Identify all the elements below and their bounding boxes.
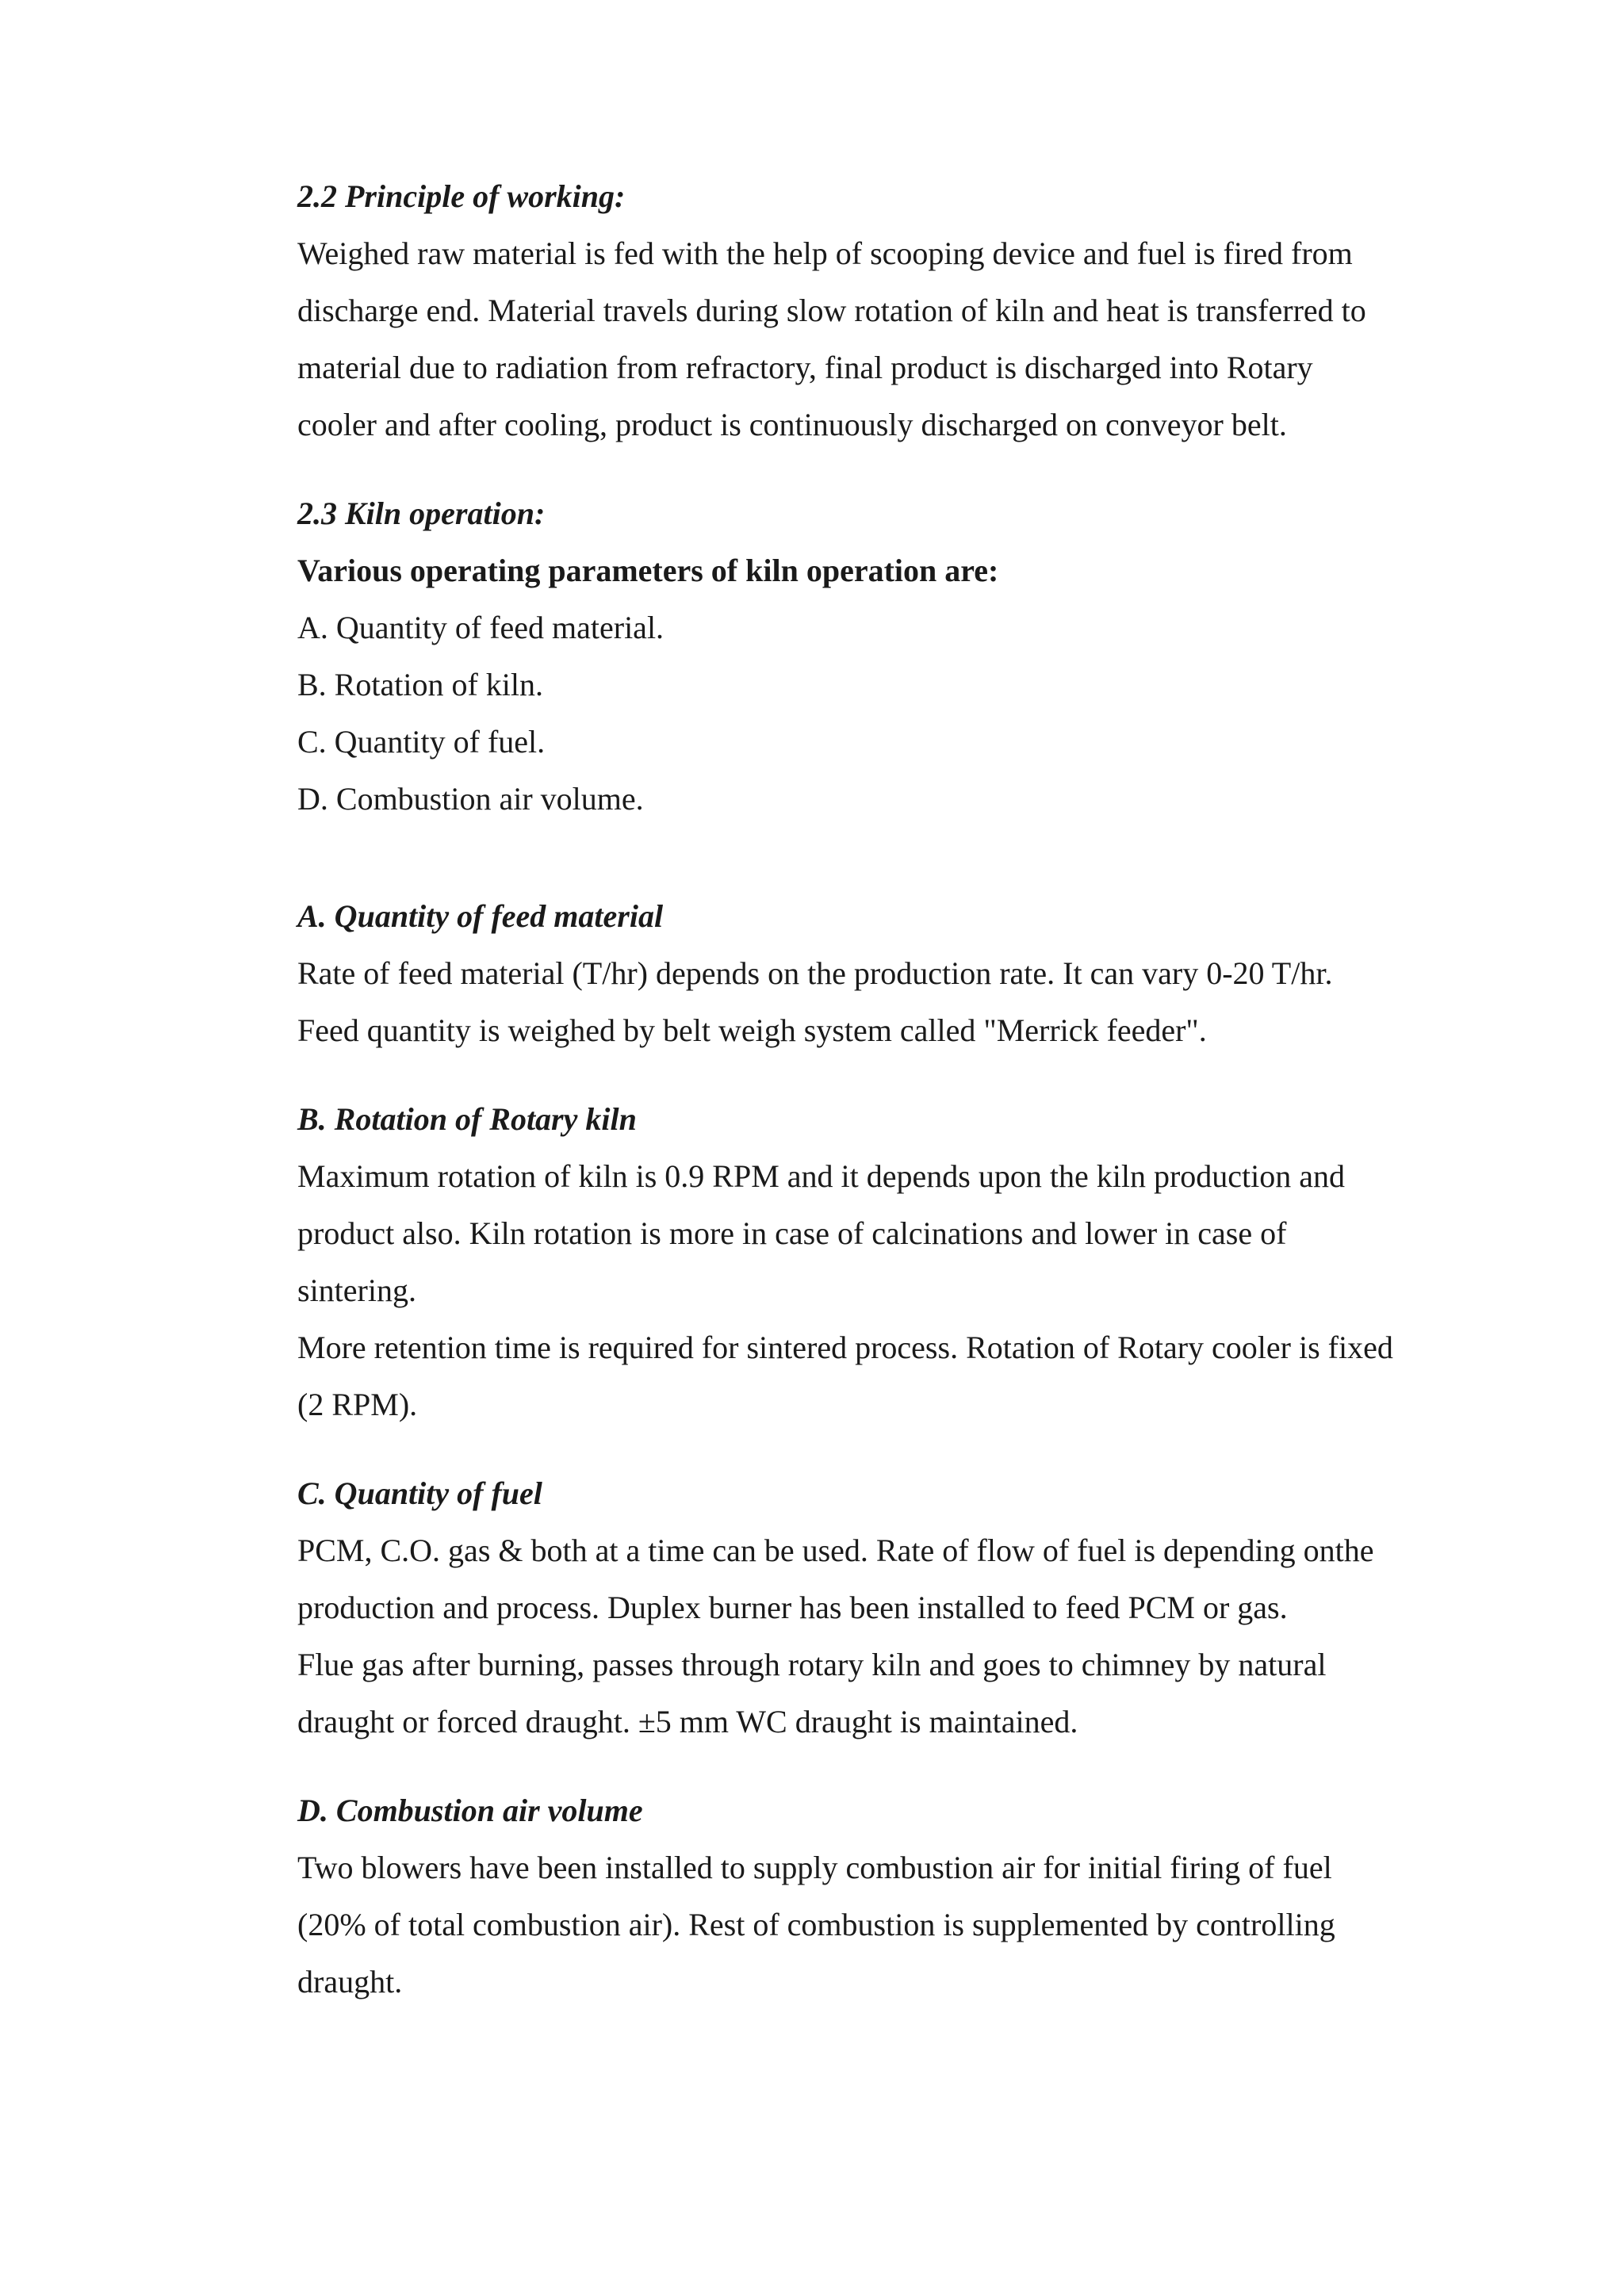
paragraph-line: production and process. Duplex burner has been installed to feed PCM or gas. — [297, 1590, 1288, 1625]
section-heading-feed-material: A. Quantity of feed material — [297, 898, 664, 934]
section-body-principle-of-working — [297, 225, 1439, 453]
spacer — [297, 453, 1439, 485]
section-heading-combustion-air: D. Combustion air volume — [297, 1793, 643, 1828]
page-content — [297, 168, 1439, 2011]
section-body-fuel — [297, 1522, 1439, 1751]
paragraph-line: Two blowers have been installed to supply combustion air for initial firing of fuel — [297, 1850, 1332, 1885]
spacer — [297, 828, 1439, 888]
parameters-list — [297, 599, 1439, 828]
paragraph-line: Feed quantity is weighed by belt weigh system called "Merrick feeder". — [297, 1012, 1207, 1048]
parameters-intro: Various operating parameters of kiln operation are: — [297, 553, 999, 588]
paragraph-line: (20% of total combustion air). Rest of combustion is supplemented by controlling — [297, 1907, 1335, 1942]
paragraph-line: Flue gas after burning, passes through rotary kiln and goes to chimney by natural — [297, 1647, 1327, 1682]
paragraph-line: PCM, C.O. gas & both at a time can be used. Rate of flow of fuel is depending onthe — [297, 1533, 1374, 1568]
paragraph-line: product also. Kiln rotation is more in case of calcinations and lower in case of — [297, 1215, 1287, 1251]
section-body-feed-material — [297, 945, 1439, 1059]
paragraph-line: Weighed raw material is fed with the help of scooping device and fuel is fired from — [297, 235, 1353, 271]
section-heading-fuel: C. Quantity of fuel — [297, 1475, 542, 1511]
section-heading-principle-of-working: 2.2 Principle of working: — [297, 178, 626, 214]
spacer — [297, 1751, 1439, 1782]
paragraph-line: (2 RPM). — [297, 1387, 418, 1422]
section-body-combustion-air — [297, 1839, 1439, 2011]
paragraph-line: draught. — [297, 1964, 403, 1999]
list-item: B. Rotation of kiln. — [297, 667, 543, 702]
section-heading-rotation: B. Rotation of Rotary kiln — [297, 1101, 637, 1137]
list-item: D. Combustion air volume. — [297, 781, 644, 817]
spacer — [297, 1059, 1439, 1091]
paragraph-line: material due to radiation from refractory, final product is discharged into Rotary — [297, 350, 1313, 385]
paragraph-line: cooler and after cooling, product is continuously discharged on conveyor belt. — [297, 407, 1287, 442]
paragraph-line: More retention time is required for sintered process. Rotation of Rotary cooler is fixed — [297, 1330, 1393, 1365]
paragraph-line: Rate of feed material (T/hr) depends on the production rate. It can vary 0-20 T/hr. — [297, 955, 1333, 991]
section-heading-kiln-operation: 2.3 Kiln operation: — [297, 496, 546, 531]
section-body-rotation — [297, 1148, 1439, 1433]
spacer — [297, 1433, 1439, 1465]
list-item: A. Quantity of feed material. — [297, 610, 665, 645]
list-item: C. Quantity of fuel. — [297, 724, 546, 760]
paragraph-line: draught or forced draught. ±5 mm WC draught is maintained. — [297, 1704, 1078, 1739]
paragraph-line: sintering. — [297, 1272, 416, 1308]
paragraph-line: Maximum rotation of kiln is 0.9 RPM and it depends upon the kiln production and — [297, 1158, 1345, 1194]
paragraph-line: discharge end. Material travels during slow rotation of kiln and heat is transferred to — [297, 293, 1366, 328]
